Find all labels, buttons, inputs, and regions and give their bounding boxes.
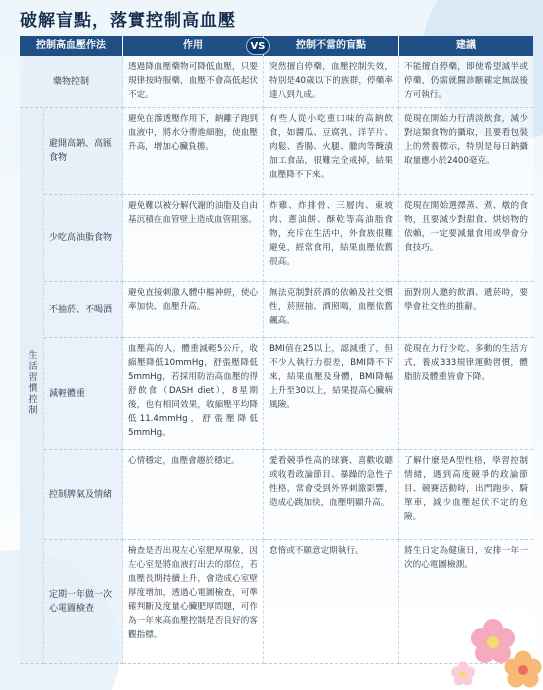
row-effect: 透過降血壓藥物可降低血壓，只要規律按時服藥，血壓不會高低起伏不定。 [123,56,264,108]
row-pitfall: BMI值在25以上，認減重了，但不少人執行力很差，BMI降不下來，結果血壓及身體，BMI降幅上升至30以上，結果提高心臟病風險。 [264,338,399,450]
row-pitfall: 無法克制對菸酒的依賴及社交慣性，菸照抽、酒照喝，血壓依舊飆高。 [264,282,399,338]
row-category: 不抽菸、不喝酒 [44,282,123,338]
row-advice: 將生日定為健康日，安排一年一次的心電圖檢測。 [399,540,533,664]
row-effect: 避免難以被分解代謝的油脂及自由基沉積在血管壁上造成血管阻塞。 [123,195,264,282]
table-row [20,195,533,282]
row-advice: 了解什麼是A型性格，學習控制情緒，遇到高度競爭的政論節目、競賽活動時，出門跑步、騎單車，減少血壓起伏不定的危險。 [399,450,533,540]
header-advice: 建議 [399,36,533,56]
table-row [20,56,533,108]
header-pitfall: 控制不當的盲點 [264,36,399,56]
row-category: 控制脾氣及情緒 [44,450,123,540]
flower-decoration-icon [423,570,543,690]
row-effect: 檢查是否出現左心室肥厚現象，因左心室是將血液打出去的部位，若血壓長期持續上升，會造成心室壁厚度增加，透過心電圖檢查，可準確判斷及度量心臟肥厚問題，可作為一年來高血壓控制是否良好的客觀指標。 [123,540,264,664]
row-advice: 面對別人邀約飲酒、遞菸時，要學會社交性的推辭。 [399,282,533,338]
row-pitfall: 有些人從小吃重口味的高鈉飲食，如醬瓜、豆腐乳、洋芋片、肉鬆、香腸、火腿、臘肉等醃漬加工食品，很難完全戒掉，結果血壓降不下來。 [264,108,399,195]
lifestyle-group-text: 生活習慣控制 [26,350,37,416]
row-pitfall: 炸雞、炸排骨、三層肉、東坡肉、蔥油餅、酥乾等高油脂食物，充斥在生活中，外食族很難避免，經常食用，結果血壓依舊很高。 [264,195,399,282]
table-row [20,108,533,195]
row-advice: 從現在力行少吃、多動的生活方式，養成333規律運動習慣，體脂肪及體重皆會下降。 [399,338,533,450]
row-effect: 心情穩定，血壓會趨於穩定。 [123,450,264,540]
row-effect: 避免直接刺激人體中樞神經，使心率加快、血壓升高。 [123,282,264,338]
header-effect: 作用 [123,36,264,56]
header-method: 控制高血壓作法 [20,36,123,56]
row-advice: 從現在開始力行清淡飲食，減少對這類食物的攝取，且要看包裝上的營養標示，特別是每日鈉攝取量應小於2400毫克。 [399,108,533,195]
row-effect: 血壓高的人，體重減輕5公斤，收縮壓降低10mmHg，舒張壓降低5mmHg，若採用防治高血壓的得舒飲食（DASH diet），8星期後，也有相同效果，收縮壓平均降低11.4mmHg，舒張壓降低5mmHg。 [123,338,264,450]
vs-badge: VS [246,37,270,55]
table-header-row [20,36,533,56]
row-pitfall: 怠惰或不願意定期執行。 [264,540,399,664]
lifestyle-group-label [20,108,44,664]
row-category: 藥物控制 [20,56,123,108]
row-category: 避開高鈉、高匯食物 [44,108,123,195]
row-pitfall: 愛看競爭性高的球賽、喜歡收聽或收看政論節目、暴躁的急性子性格，常會受到外界刺激影響，造成心跳加快，血壓明顯升高。 [264,450,399,540]
page-title: 破解盲點，落實控制高血壓 [20,11,236,31]
row-category: 定期一年做一次心電圖檢查 [44,540,123,664]
row-advice: 不能擅自停藥，即使希望減半或停藥，仍需就醫診斷確定無誤後方可執行。 [399,56,533,108]
table-row [20,450,533,540]
row-pitfall: 突然擅自停藥，血壓控制失效，特別是40歲以下的族群，停藥率達八到九成。 [264,56,399,108]
table-row [20,338,533,450]
row-category: 減輕體重 [44,338,123,450]
row-advice: 從現在開始選擇蒸、煮、燉的食物，且要減少對甜食、烘焙物的依賴，一定要減量食用或學會分食技巧。 [399,195,533,282]
row-category: 少吃高油脂食物 [44,195,123,282]
row-effect: 避免在滲透壓作用下，鈉離子跑到血液中，將水分帶進細胞，使血壓升高，增加心臟負擔。 [123,108,264,195]
table-row [20,282,533,338]
